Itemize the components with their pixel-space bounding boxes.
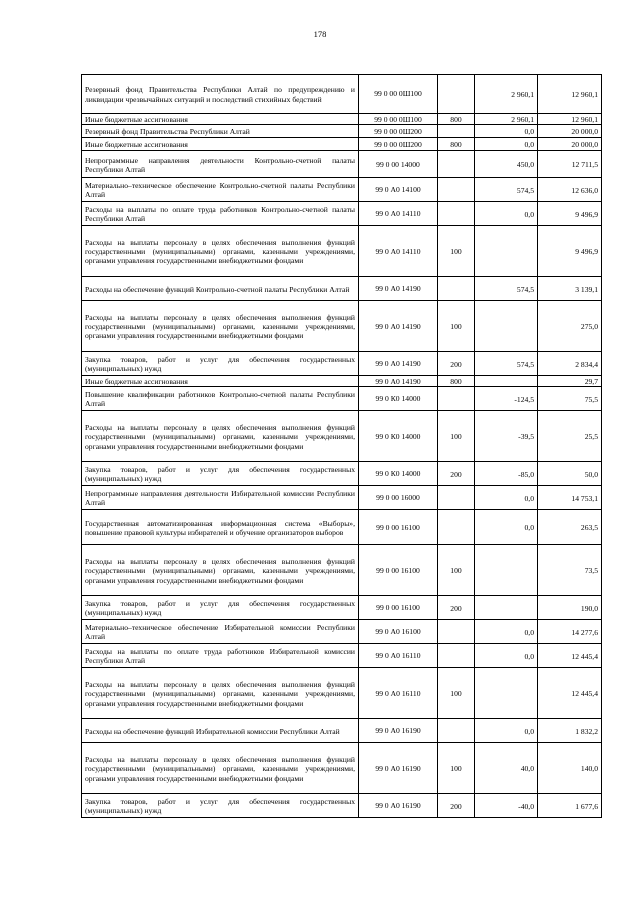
row-total-amount-cell: 50,0	[538, 462, 602, 486]
row-total-amount-cell: 73,5	[538, 545, 602, 596]
row-total-amount-cell: 3 139,1	[538, 277, 602, 301]
row-name-cell: Резервный фонд Правительства Республики Алтай	[82, 125, 359, 138]
row-code-cell: 99 0 А0 16110	[359, 668, 438, 719]
row-name-cell: Расходы на выплаты по оплате труда работников Избирательной комиссии Республики Алтай	[82, 644, 359, 668]
row-name-cell: Материально–техническое обеспечение Контрольно-счетной палаты Республики Алтай	[82, 178, 359, 202]
row-name-cell: Расходы на выплаты персоналу в целях обеспечения выполнения функций государственными (муниципальными) органами, казенными учреждениями, органами управления государственными внебюджетными фондами	[82, 226, 359, 277]
row-change-amount-cell: -39,5	[475, 411, 538, 462]
row-code-cell: 99 0 А0 14190	[359, 352, 438, 376]
table-row	[82, 462, 602, 486]
table-row	[82, 411, 602, 462]
row-expense-type-cell	[438, 644, 475, 668]
table-row	[82, 596, 602, 620]
table-row	[82, 644, 602, 668]
row-total-amount-cell: 25,5	[538, 411, 602, 462]
table-row	[82, 387, 602, 411]
row-expense-type-cell	[438, 719, 475, 743]
table-row	[82, 301, 602, 352]
row-expense-type-cell: 800	[438, 114, 475, 125]
row-change-amount-cell: 0,0	[475, 510, 538, 545]
row-code-cell: 99 0 А0 14110	[359, 226, 438, 277]
row-change-amount-cell: 574,5	[475, 352, 538, 376]
row-name-cell: Закупка товаров, работ и услуг для обеспечения государственных (муниципальных) нужд	[82, 462, 359, 486]
row-expense-type-cell: 200	[438, 462, 475, 486]
table-row	[82, 75, 602, 114]
row-code-cell: 99 0 А0 14190	[359, 277, 438, 301]
row-total-amount-cell: 20 000,0	[538, 138, 602, 151]
table-row	[82, 125, 602, 138]
row-change-amount-cell	[475, 596, 538, 620]
row-change-amount-cell: 2 960,1	[475, 114, 538, 125]
row-expense-type-cell: 200	[438, 596, 475, 620]
row-total-amount-cell: 12 445,4	[538, 668, 602, 719]
row-code-cell: 99 0 К0 14000	[359, 462, 438, 486]
table-row	[82, 668, 602, 719]
table-row	[82, 743, 602, 794]
row-name-cell: Материально–техническое обеспечение Избирательной комиссии Республики Алтай	[82, 620, 359, 644]
row-total-amount-cell: 1 832,2	[538, 719, 602, 743]
row-expense-type-cell	[438, 151, 475, 178]
row-code-cell: 99 0 00 0Ш200	[359, 138, 438, 151]
row-change-amount-cell	[475, 301, 538, 352]
row-total-amount-cell: 29,7	[538, 376, 602, 387]
row-code-cell: 99 0 А0 14190	[359, 376, 438, 387]
row-code-cell: 99 0 А0 14100	[359, 178, 438, 202]
table-row	[82, 510, 602, 545]
row-total-amount-cell: 12 445,4	[538, 644, 602, 668]
row-expense-type-cell: 200	[438, 352, 475, 376]
row-expense-type-cell: 800	[438, 138, 475, 151]
row-total-amount-cell: 190,0	[538, 596, 602, 620]
row-change-amount-cell: 0,0	[475, 486, 538, 510]
row-name-cell: Расходы на выплаты персоналу в целях обеспечения выполнения функций государственными (муниципальными) органами, казенными учреждениями, органами управления государственными внебюджетными фондами	[82, 668, 359, 719]
row-name-cell: Расходы на выплаты персоналу в целях обеспечения выполнения функций государственными (муниципальными) органами, казенными учреждениями, органами управления государственными внебюджетными фондами	[82, 743, 359, 794]
row-total-amount-cell: 275,0	[538, 301, 602, 352]
row-change-amount-cell: 0,0	[475, 138, 538, 151]
row-name-cell: Повышение квалификации работников Контрольно-счетной палаты Республики Алтай	[82, 387, 359, 411]
row-total-amount-cell: 9 496,9	[538, 226, 602, 277]
table-row	[82, 151, 602, 178]
row-code-cell: 99 0 А0 16190	[359, 743, 438, 794]
row-name-cell: Расходы на выплаты персоналу в целях обеспечения выполнения функций государственными (муниципальными) органами, казенными учреждениями, органами управления государственными внебюджетными фондами	[82, 301, 359, 352]
row-code-cell: 99 0 К0 14000	[359, 411, 438, 462]
row-name-cell: Закупка товаров, работ и услуг для обеспечения государственных (муниципальных) нужд	[82, 596, 359, 620]
row-total-amount-cell: 12 711,5	[538, 151, 602, 178]
row-expense-type-cell	[438, 202, 475, 226]
row-code-cell: 99 0 00 0Ш200	[359, 125, 438, 138]
table-row	[82, 545, 602, 596]
table-row	[82, 138, 602, 151]
row-change-amount-cell: 450,0	[475, 151, 538, 178]
row-change-amount-cell: 0,0	[475, 719, 538, 743]
row-code-cell: 99 0 00 16100	[359, 545, 438, 596]
row-name-cell: Иные бюджетные ассигнования	[82, 376, 359, 387]
row-change-amount-cell: 574,5	[475, 178, 538, 202]
row-code-cell: 99 0 А0 16190	[359, 794, 438, 818]
table-row	[82, 114, 602, 125]
row-code-cell: 99 0 00 16000	[359, 486, 438, 510]
row-expense-type-cell: 100	[438, 226, 475, 277]
row-name-cell: Закупка товаров, работ и услуг для обеспечения государственных (муниципальных) нужд	[82, 794, 359, 818]
row-total-amount-cell: 2 834,4	[538, 352, 602, 376]
budget-table	[81, 74, 602, 818]
table-row	[82, 620, 602, 644]
row-expense-type-cell: 100	[438, 301, 475, 352]
table-row	[82, 202, 602, 226]
row-total-amount-cell: 140,0	[538, 743, 602, 794]
row-change-amount-cell: 2 960,1	[475, 75, 538, 114]
row-expense-type-cell: 100	[438, 743, 475, 794]
row-name-cell: Резервный фонд Правительства Республики Алтай по предупреждению и ликвидации чрезвычайных ситуаций и последствий стихийных бедствий	[82, 75, 359, 114]
table-row	[82, 178, 602, 202]
row-expense-type-cell	[438, 620, 475, 644]
row-expense-type-cell: 100	[438, 668, 475, 719]
row-total-amount-cell: 1 677,6	[538, 794, 602, 818]
row-change-amount-cell	[475, 545, 538, 596]
table-row	[82, 486, 602, 510]
row-name-cell: Расходы на выплаты по оплате труда работников Контрольно-счетной палаты Республики Алтай	[82, 202, 359, 226]
row-code-cell: 99 0 00 16100	[359, 510, 438, 545]
budget-table-body	[82, 75, 602, 818]
row-name-cell: Иные бюджетные ассигнования	[82, 138, 359, 151]
row-name-cell: Расходы на выплаты персоналу в целях обеспечения выполнения функций государственными (муниципальными) органами, казенными учреждениями, органами управления государственными внебюджетными фондами	[82, 545, 359, 596]
row-expense-type-cell: 200	[438, 794, 475, 818]
row-code-cell: 99 0 К0 14000	[359, 387, 438, 411]
row-change-amount-cell: 0,0	[475, 620, 538, 644]
row-change-amount-cell: 0,0	[475, 644, 538, 668]
page-number: 178	[313, 29, 327, 39]
row-expense-type-cell	[438, 486, 475, 510]
row-name-cell: Расходы на обеспечение функций Избирательной комиссии Республики Алтай	[82, 719, 359, 743]
row-change-amount-cell: -85,0	[475, 462, 538, 486]
row-expense-type-cell	[438, 75, 475, 114]
row-change-amount-cell: 574,5	[475, 277, 538, 301]
row-change-amount-cell: -40,0	[475, 794, 538, 818]
row-expense-type-cell	[438, 178, 475, 202]
row-expense-type-cell	[438, 387, 475, 411]
table-row	[82, 719, 602, 743]
row-expense-type-cell: 800	[438, 376, 475, 387]
row-name-cell: Расходы на обеспечение функций Контрольно-счетной палаты Республики Алтай	[82, 277, 359, 301]
table-row	[82, 376, 602, 387]
row-code-cell: 99 0 А0 16190	[359, 719, 438, 743]
row-code-cell: 99 0 00 0Ш100	[359, 75, 438, 114]
row-name-cell: Закупка товаров, работ и услуг для обеспечения государственных (муниципальных) нужд	[82, 352, 359, 376]
row-change-amount-cell: 40,0	[475, 743, 538, 794]
row-name-cell: Непрограммные направления деятельности Избирательной комиссии Республики Алтай	[82, 486, 359, 510]
row-code-cell: 99 0 А0 14190	[359, 301, 438, 352]
row-total-amount-cell: 12 960,1	[538, 114, 602, 125]
row-code-cell: 99 0 А0 16100	[359, 620, 438, 644]
row-code-cell: 99 0 00 16100	[359, 596, 438, 620]
row-total-amount-cell: 75,5	[538, 387, 602, 411]
row-code-cell: 99 0 А0 14110	[359, 202, 438, 226]
row-expense-type-cell: 100	[438, 411, 475, 462]
row-change-amount-cell: 0,0	[475, 202, 538, 226]
row-total-amount-cell: 14 753,1	[538, 486, 602, 510]
row-total-amount-cell: 14 277,6	[538, 620, 602, 644]
row-expense-type-cell	[438, 125, 475, 138]
row-total-amount-cell: 9 496,9	[538, 202, 602, 226]
row-change-amount-cell	[475, 668, 538, 719]
table-row	[82, 226, 602, 277]
row-change-amount-cell: -124,5	[475, 387, 538, 411]
table-row	[82, 352, 602, 376]
row-name-cell: Иные бюджетные ассигнования	[82, 114, 359, 125]
row-total-amount-cell: 263,5	[538, 510, 602, 545]
row-expense-type-cell	[438, 510, 475, 545]
row-name-cell: Непрограммные направления деятельности Контрольно-счетной палаты Республики Алтай	[82, 151, 359, 178]
row-change-amount-cell	[475, 376, 538, 387]
row-expense-type-cell	[438, 277, 475, 301]
row-code-cell: 99 0 00 0Ш100	[359, 114, 438, 125]
row-total-amount-cell: 12 636,0	[538, 178, 602, 202]
row-total-amount-cell: 20 000,0	[538, 125, 602, 138]
table-row	[82, 794, 602, 818]
row-name-cell: Расходы на выплаты персоналу в целях обеспечения выполнения функций государственными (муниципальными) органами, казенными учреждениями, органами управления государственными внебюджетными фондами	[82, 411, 359, 462]
row-change-amount-cell	[475, 226, 538, 277]
row-name-cell: Государственная автоматизированная информационная система «Выборы», повышение правовой культуры избирателей и обучение организаторов выборов	[82, 510, 359, 545]
row-code-cell: 99 0 А0 16110	[359, 644, 438, 668]
row-change-amount-cell: 0,0	[475, 125, 538, 138]
row-total-amount-cell: 12 960,1	[538, 75, 602, 114]
table-row	[82, 277, 602, 301]
row-code-cell: 99 0 00 14000	[359, 151, 438, 178]
row-expense-type-cell: 100	[438, 545, 475, 596]
